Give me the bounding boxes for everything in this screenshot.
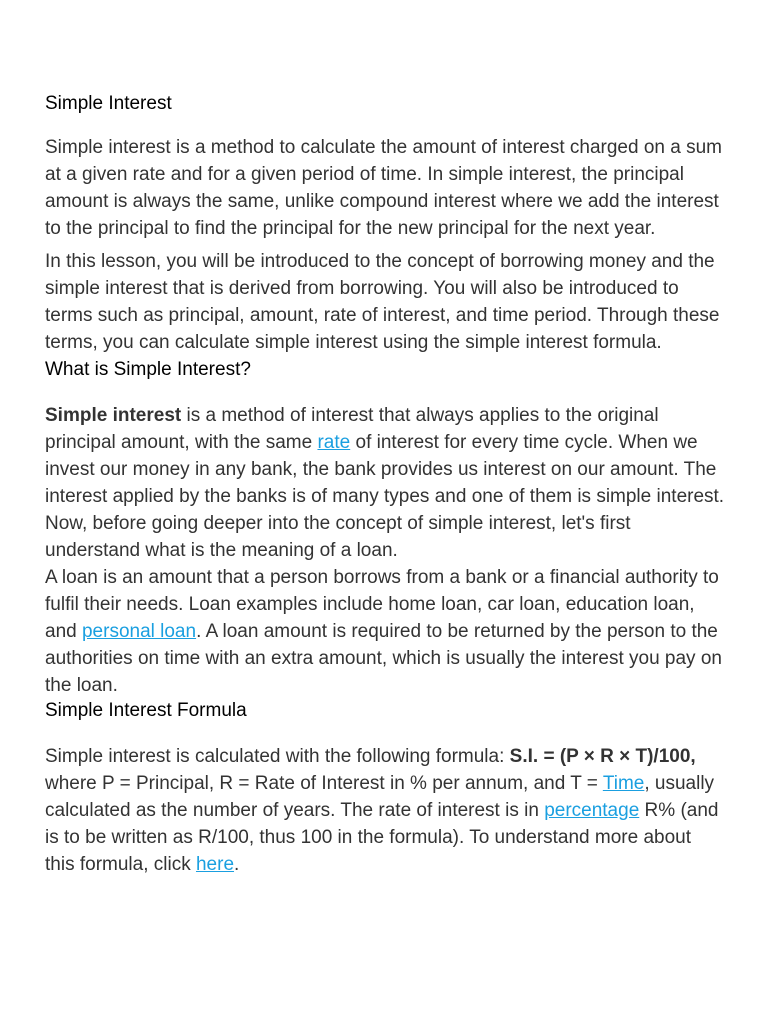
percentage-link[interactable]: percentage: [544, 800, 640, 821]
text-span: is a method of interest that always applies to the original principal amount, with the same: [45, 405, 659, 453]
rate-link[interactable]: rate: [317, 432, 351, 453]
bold-formula: S.I. = (P × R × T)/100,: [509, 746, 696, 767]
text-span: A loan is an amount that a person borrows from a bank or a financial authority to fulfil their needs. Loan examples include home loan, car loan, education loan, and: [45, 567, 719, 642]
paragraph-what-is: [45, 402, 725, 564]
paragraph-lesson-intro: In this lesson, you will be introduced to the concept of borrowing money and the simple interest that is derived from borrowing. You will also be introduced to terms such as principal, amount, rate of interest, and time period. Through these terms, you can calculate simple interest using the simple interest formula.: [45, 251, 720, 353]
text-span: where P = Principal, R = Rate of Interest in % per annum, and T =: [45, 773, 603, 794]
text-span: R% (and is to be written as R/100, thus 100 in the formula). To understand more about this formula, click: [45, 800, 719, 875]
text-span: Simple interest is calculated with the following formula:: [45, 746, 510, 767]
paragraph-formula: [45, 743, 725, 878]
section-heading-simple-interest-formula: Simple Interest Formula: [45, 700, 247, 721]
text-span: . A loan amount is required to be returned by the person to the authorities on time with an extra amount, which is usually the interest you pay on the loan.: [45, 621, 722, 696]
text-span: of interest for every time cycle. When we invest our money in any bank, the bank provides us interest on our amount. The interest applied by the banks is of many types and one of them is simple interest. Now, before going deeper into the concept of simple interest, let's first understand what is the meaning of a loan.: [45, 432, 725, 561]
paragraph-loan: [45, 564, 725, 699]
paragraph-definition: Simple interest is a method to calculate the amount of interest charged on a sum at a given rate and for a given period of time. In simple interest, the principal amount is always the same, unlike compound interest where we add the interest to the principal to find the principal for the new principal for the next year.: [45, 137, 722, 239]
bold-simple-interest: Simple interest: [45, 405, 182, 426]
text-span: , usually calculated as the number of years. The rate of interest is in: [45, 773, 715, 821]
document-page: [45, 92, 725, 878]
time-link[interactable]: Time: [602, 773, 645, 794]
section-heading-what-is-simple-interest: What is Simple Interest?: [45, 359, 251, 380]
personal-loan-link[interactable]: personal loan: [81, 621, 197, 642]
here-link[interactable]: here: [195, 854, 235, 875]
text-span: .: [234, 854, 240, 875]
section-heading-simple-interest: Simple Interest: [45, 93, 172, 114]
